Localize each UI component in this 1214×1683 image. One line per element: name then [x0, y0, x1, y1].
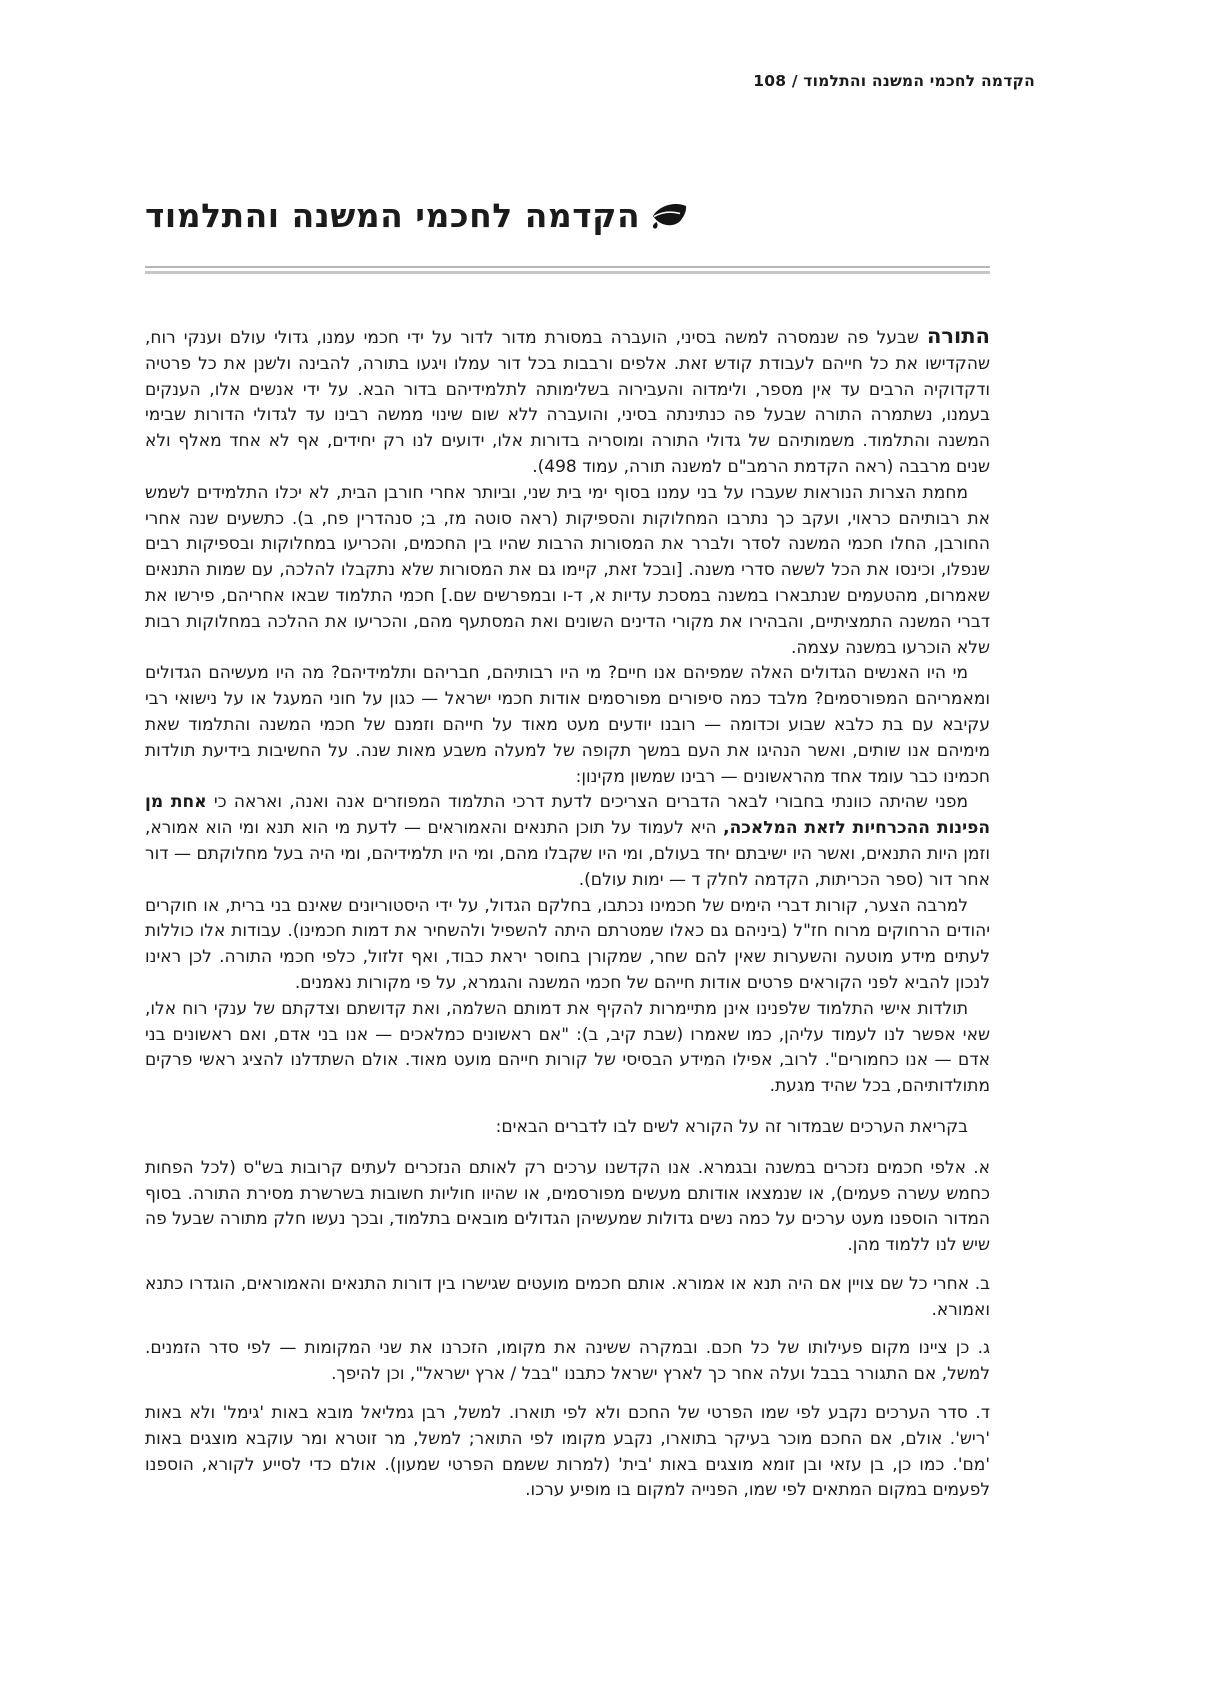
quote-paragraph	[145, 790, 990, 893]
quote-bold: אחת מן הפינות ההכרחיות לזאת המלאכה,	[145, 792, 991, 839]
quote-post: היא לעמוד על תוכן התנאים והאמוראים — לדעת מי הוא תנא ומי הוא אמורא, וזמן היות התנאים, ואשר היו ישיבתם יחד בעולם, ומי היו שקבלו מהם, ומי היו תלמידיהם, ומי היה בעל מחלוקתם — דור אחר דור (ספר הכריתות, הקדמה לחלק ד — ימות עולם).	[145, 818, 990, 890]
list-item-dalet: ד. סדר הערכים נקבע לפי שמו הפרטי של החכם ולא לפי תוארו. למשל, רבן גמליאל מובא באות 'גימל' ולא באות 'ריש'. אולם, אם החכם מוכר בעיקר בתוארו, נקבע מקומו לפי התואר; למשל, מר זוטרא ומר עוקבא מוצגים באות 'מם'. כמו כן, בן עזאי ובן זומא מוצגים באות 'בית' (למרות ששמם הפרטי שמעון). אולם כדי לסייע לקורא, הוספנו לפעמים במקום המתאים לפי שמו, הפנייה למקום בו מופיע ערכו.	[145, 1403, 990, 1501]
running-header: הקדמה לחכמי המשנה והתלמוד / 108	[753, 72, 1035, 90]
opening-word: התורה	[926, 324, 990, 348]
section-divider	[145, 266, 990, 274]
paragraph-opening	[145, 324, 990, 481]
paragraph-opening-rest: שבעל פה שנמסרה למשה בסיני, הועברה במסורת מדור לדור על ידי חכמי עמנו, גדולי עולם וענקי רוח, שהקדישו את כל חייהם לעבודת קודש זאת. אלפים ורבבות בכל דור עמלו ויגעו בתורה, להבינה ולשנן את כל פרטיה ודקדוקיה הרבים עד אין מספר, ולימדוה והעבירוה בשלימותה לתלמידיהם בדור הבא. על ידי אנשים אלו, הענקים בעמנו, נשתמרה התורה שבעל פה כנתינתה בסיני, והועברה ללא שום שינוי ממשה רבינו עד לגדולי הדורות שבימי המשנה והתלמוד. משמותיהם של גדולי התורה ומוסריה בדורות אלו, ידועים לנו רק יחידים, אף לא אחד מאלף ולא שנים מרבבה (ראה הקדמת הרמב"ם למשנה תורה, עמוד 498).	[145, 328, 990, 477]
reader-note-line: בקריאת הערכים שבמדור זה על הקורא לשים לבו לדברים הבאים:	[495, 1116, 968, 1137]
body-text	[145, 324, 990, 1504]
paragraph: מי היו האנשים הגדולים האלה שמפיהם אנו חיים? מי היו רבותיהם, חבריהם ותלמידיהם? מה היו מעשיהם הגדולים ומאמריהם המפורסמים? מלבד כמה סיפורים מפורסמים אודות חכמי ישראל — כגון על חוני המעגל או על נישואי רבי עקיבא עם בת כלבא שבוע וכדומה — רובנו יודעים מעט מאוד על חייהם וזמנם של חכמי המשנה והתלמוד שאת מימיהם אנו שותים, ואשר הנהיגו את העם במשך תקופה של למעלה משבע מאות שנה. על החשיבות בידיעת תולדות חכמינו כבר עומד אחד מהראשונים — רבינו שמשון מקינון:	[145, 663, 990, 787]
list-item-gimel: ג. כן ציינו מקום פעילותו של כל חכם. ובמקרה ששינה את מקומו, הזכרנו את שני המקומות — לפי סדר הזמנים. למשל, אם התגורר בבבל ועלה אחר כך לארץ ישראל כתבנו "בבל / ארץ ישראל", וכן להיפך.	[145, 1338, 990, 1385]
quote-pre: מפני שהיתה כוונתי בחבורי לבאר הדברים הצריכים לדעת דרכי התלמוד המפוזרים אנה ואנה, ואראה כי	[213, 792, 968, 813]
paragraph: תולדות אישי התלמוד שלפנינו אינן מתיימרות להקיף את דמותם השלמה, ואת קדושתם וצדקתם של ענקי רוח אלו, שאי אפשר לנו לעמוד עליהן, כמו שאמרו (שבת קיב, ב): "אם ראשונים כמלאכים — אנו בני אדם, ואם ראשונים בני אדם — אנו כחמורים". לרוב, אפילו המידע הבסיסי של קורות חייהם מועט מאוד. אולם השתדלנו להציג ראשי פרקים מתולדותיהם, בכל שהיד מגעת.	[145, 998, 990, 1097]
list-item-bet: ב. אחרי כל שם צויין אם היה תנא או אמורא. אותם חכמים מועטים שגישרו בין דורות התנאים והאמוראים, הוגדרו כתנא ואמורא.	[145, 1273, 990, 1320]
fleuron-leaf-icon	[650, 203, 688, 234]
paragraph: למרבה הצער, קורות דברי הימים של חכמינו נכתבו, בחלקם הגדול, על ידי היסטוריונים שאינם בני ברית, או חוקרים יהודים הרחוקים מרוח חז"ל (ביניהם גם כאלו שמטרתם היתה להשפיל ולהשחיר את דמות חכמינו). עבודות אלו כוללות לעתים מידע מוטעה והשערות שאין להם שחר, שמקורן בחוסר יראת כבוד, ואף זלזול, כלפי חכמי התורה. לכן ראינו לנכון להביא לפני הקוראים פרטים אודות חייהם של חכמי המשנה והגמרא, על פי מקורות נאמנים.	[145, 895, 990, 993]
page-title	[145, 196, 990, 235]
list-item-alef: א. אלפי חכמים נזכרים במשנה ובגמרא. אנו הקדשנו ערכים רק לאותם הנזכרים לעתים קרובות בש"ס (לכל הפחות כחמש עשרה פעמים), או שנמצאו אודותם מעשים מפורסמים, או שהיוו חוליות חשובות בשרשרת מסירת התורה. בסוף המדור הוספנו מעט ערכים על כמה נשים גדולות שמעשיהן הגדולים מובאים בתלמוד, ובכך נעשו חלק מתורה שבעל פה שיש לנו ללמוד מהן.	[145, 1157, 990, 1256]
page-title-text: הקדמה לחכמי המשנה והתלמוד	[145, 196, 641, 235]
paragraph: מחמת הצרות הנוראות שעברו על בני עמנו בסוף ימי בית שני, וביותר אחרי חורבן הבית, לא יכלו התלמידים לשמש את רבותיהם כראוי, ועקב כך נתרבו המחלוקות והספיקות (ראה סוטה מז, ב; סנהדרין פח, ב). כתשעים שנה אחרי החורבן, החלו חכמי המשנה לסדר ולברר את המסורות הרבות שהיו בין החכמים, והכריעו במחלוקות ובספיקות רבים שנפלו, וכינסו את הכל לששה סדרי משנה. [ובכל זאת, קיימו גם את המסורות שלא נתקבלו להלכה, עם שמות התנאים שאמרום, מהטעמים שנתבארו במשנה במסכת עדיות א, ד-ו ובמפרשים שם.] חכמי התלמוד שבאו אחריהם, פירשו את דברי המשנה התמציתיים, והבהירו את מקורי הדינים השונים ואת המסתעף מהם, והכריעו את ההלכה במחלוקות רבות שלא הוכרעו במשנה עצמה.	[145, 482, 990, 658]
